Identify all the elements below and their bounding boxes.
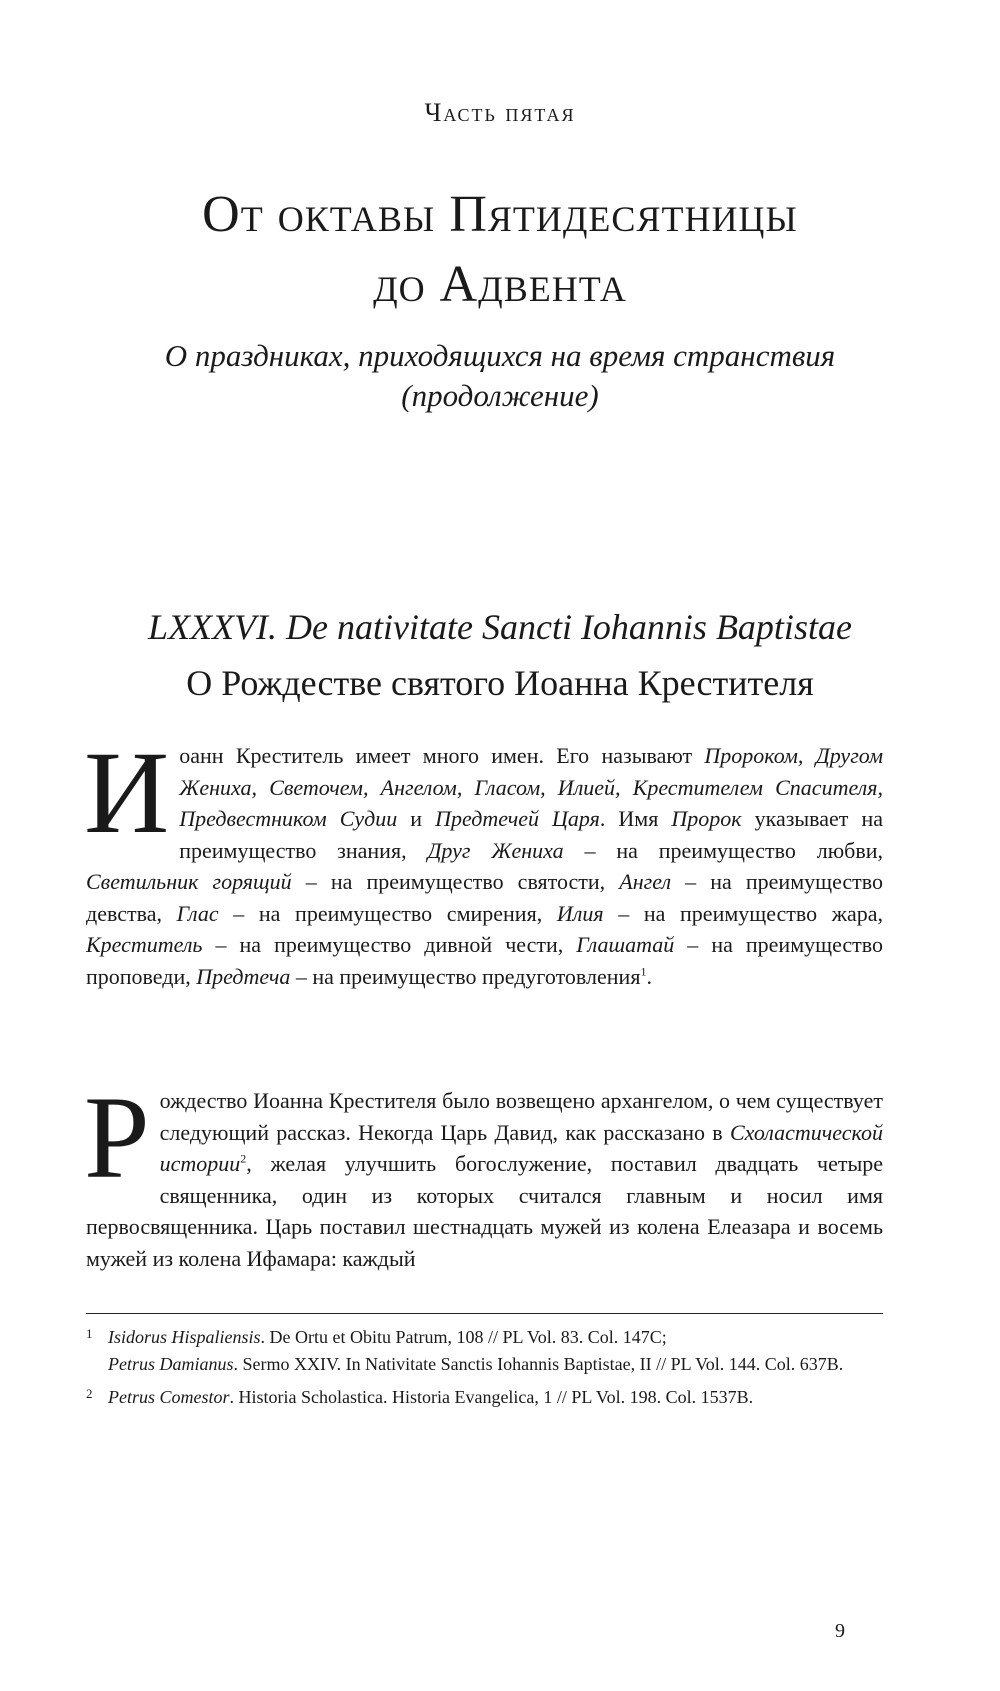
italic-run: Пророком, Другом Жениха, Светочем, Ангелом, Гласом, Илией, Крестителем Спасителя, Предвестником Судии <box>179 743 883 831</box>
main-title-line-1: От октавы Пятидесятницы <box>202 186 798 243</box>
text-run: – на преимущество жара, <box>603 900 884 926</box>
footnotes <box>86 1324 883 1417</box>
italic-run: Предтеча <box>196 963 291 989</box>
text-run: ождество Иоанна Крестителя было возвещено архангелом, о чем существует следующий рассказ. Некогда Царь Давид, как рассказано в <box>159 1088 883 1145</box>
italic-run: Креститель <box>86 932 203 957</box>
dropcap-letter: Р <box>84 1072 150 1203</box>
chapter-russian-title: О Рождестве святого Иоанна Крестителя <box>186 663 814 703</box>
dropcap-letter: И <box>84 727 170 858</box>
chapter-latin-title: LXXXVI. De nativitate Sancti Iohannis Baptistae <box>148 607 852 647</box>
text-run: . Имя <box>599 806 672 831</box>
italic-run: Пророк <box>671 806 742 831</box>
main-title-line-2: до Адвента <box>373 256 627 313</box>
footnote-text: . De Ortu et Obitu Patrum, 108 // PL Vol. 83. Col. 147C; <box>260 1327 667 1347</box>
footnote-ref-1[interactable]: 1 <box>640 964 647 979</box>
text-run: – на преимущество любви, <box>563 837 883 863</box>
subtitle-line-2: (продолжение) <box>401 378 599 413</box>
italic-run: Схоластической истории <box>159 1119 883 1176</box>
text-run: – на преимущество предуготовления <box>290 963 641 989</box>
footnote-text: . Historia Scholastica. Historia Evangelica, 1 // PL Vol. 198. Col. 1537B. <box>229 1387 754 1407</box>
text-run: – на преимущество святости, <box>291 869 620 894</box>
text-run: – на преимущество девства, <box>86 869 883 926</box>
italic-run: Илия <box>556 900 604 926</box>
text-run: . <box>646 963 652 989</box>
text-run: оанн Креститель имеет много имен. Его называют <box>179 743 705 768</box>
subtitle-line-1: О праздниках, приходящихся на время странствия <box>164 338 836 373</box>
text-run: , желая улучшить богослужение, поставил двадцать четыре священника, один из которых считался главным и носил имя первосвященника. Царь поставил шестнадцать мужей из колена Елеазара и восемь мужей из колена Ифамара: каждый <box>86 1151 883 1271</box>
italic-run: Глас <box>176 900 219 926</box>
italic-run: Светильник горящий <box>86 869 292 894</box>
page-number: 9 <box>835 1620 845 1642</box>
italic-run: Ангел <box>619 869 672 894</box>
italic-run: Глашатай <box>576 932 675 957</box>
text-run: – на преимущество дивной чести, <box>202 932 577 957</box>
paragraph-1 <box>84 727 884 992</box>
footnote-author: Petrus Comestor <box>108 1387 230 1407</box>
text-run: и <box>397 806 436 831</box>
footnote-2 <box>86 1384 883 1411</box>
text-run: указывает на преимущество знания, <box>179 806 883 863</box>
text-run: – на преимущество проповеди, <box>86 932 883 989</box>
footnote-number: 2 <box>86 1386 93 1401</box>
footnote-author: Petrus Damianus <box>108 1354 234 1374</box>
text-run: – на преимущество смирения, <box>218 900 557 926</box>
footnote-divider <box>86 1313 883 1314</box>
italic-run: Друг Жениха <box>427 837 564 863</box>
main-title <box>40 180 960 320</box>
footnote-ref-2[interactable]: 2 <box>240 1151 247 1166</box>
part-label: Часть пятая <box>424 98 576 127</box>
paragraph-2 <box>84 1072 883 1274</box>
footnote-1 <box>86 1324 883 1378</box>
subtitle <box>80 336 920 416</box>
footnote-author: Isidorus Hispaliensis <box>108 1327 261 1347</box>
italic-run: Предтечей Царя <box>435 806 600 831</box>
footnote-text: . Sermo XXIV. In Nativitate Sanctis Iohannis Baptistae, II // PL Vol. 144. Col. 637B. <box>233 1354 844 1374</box>
footnote-number: 1 <box>86 1326 93 1341</box>
